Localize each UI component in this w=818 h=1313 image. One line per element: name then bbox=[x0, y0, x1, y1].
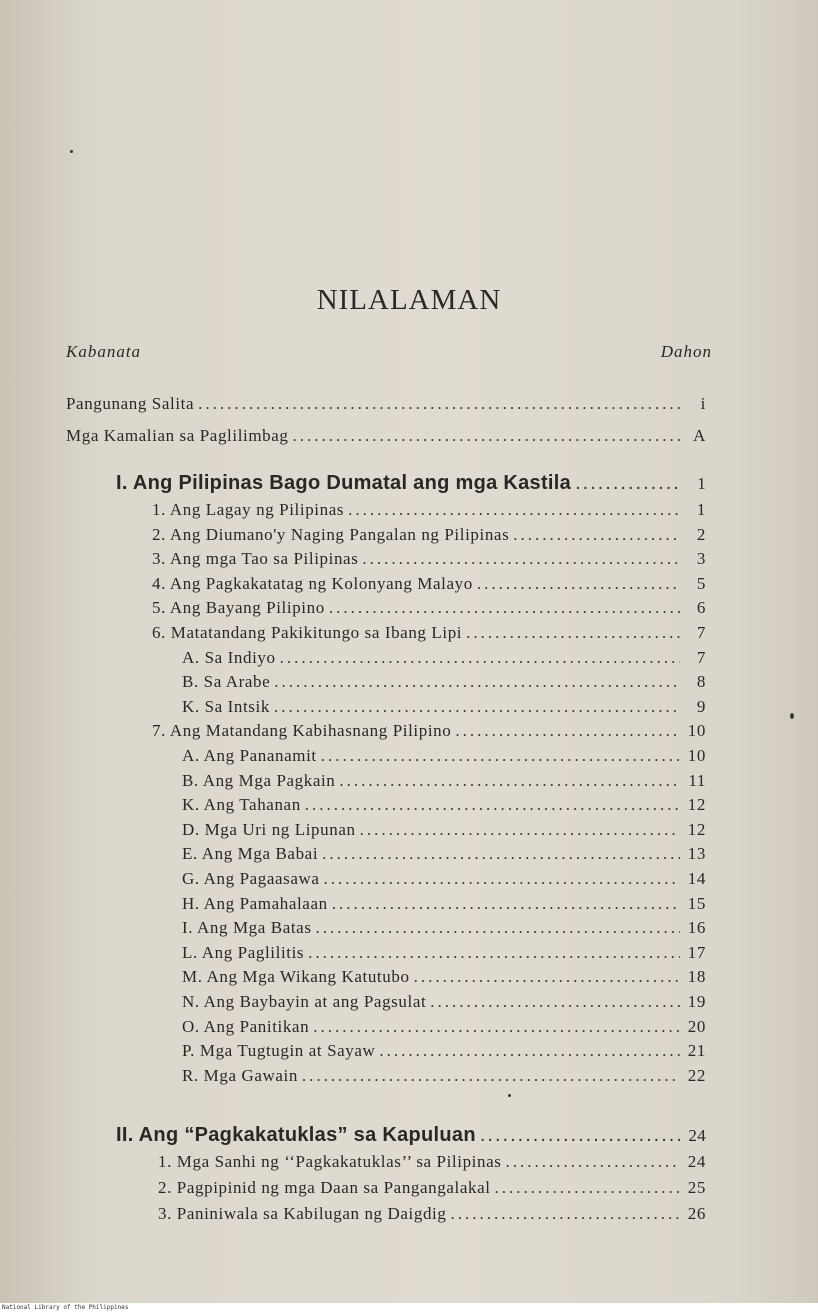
section-page-number: 3 bbox=[696, 549, 706, 569]
section-page-number: 7 bbox=[696, 623, 706, 642]
section-entry bbox=[152, 623, 706, 643]
section-label: N. Ang Baybayin at ang Pagsulat bbox=[182, 992, 427, 1011]
section-page-number: 20 bbox=[687, 1016, 706, 1036]
ink-speck bbox=[70, 150, 73, 153]
chapter-label: I. Ang Pilipinas Bago Dumatal ang mga Kastila bbox=[116, 472, 572, 494]
section-page-number: 18 bbox=[687, 967, 706, 987]
footer-credit: National Library of the Philippines bbox=[2, 1304, 129, 1311]
section-label: D. Mga Uri ng Lipunan bbox=[182, 819, 356, 839]
section-page-number: 22 bbox=[687, 1065, 706, 1085]
dot-leader bbox=[430, 992, 680, 1012]
page-title: NILALAMAN bbox=[316, 284, 502, 316]
section-label: 3. Ang mga Tao sa Pilipinas bbox=[152, 549, 359, 569]
dot-leader bbox=[450, 1204, 680, 1224]
front-matter-label: Mga Kamalian sa Paglilimbag bbox=[66, 426, 289, 445]
section-entry bbox=[152, 500, 706, 520]
section-entry bbox=[182, 820, 706, 840]
section-entry bbox=[158, 1204, 706, 1224]
dot-leader bbox=[308, 943, 680, 963]
section-entry bbox=[158, 1152, 706, 1172]
section-entry bbox=[182, 992, 706, 1012]
column-header-page: Dahon bbox=[660, 342, 712, 361]
section-label: P. Mga Tugtugin at Sayaw bbox=[182, 1041, 376, 1061]
dot-leader bbox=[466, 623, 680, 643]
section-entry bbox=[182, 869, 706, 889]
section-label: O. Ang Panitikan bbox=[182, 1016, 310, 1036]
section-label: 2. Ang Diumano'y Naging Pangalan ng Pilipinas bbox=[152, 524, 510, 544]
section-label: I. Ang Mga Batas bbox=[182, 918, 312, 938]
section-label: 1. Ang Lagay ng Pilipinas bbox=[152, 500, 345, 519]
section-entry bbox=[182, 894, 706, 914]
section-page-number: 17 bbox=[687, 942, 706, 962]
chapter-page-number: 1 bbox=[697, 474, 706, 493]
section-entry bbox=[152, 549, 706, 569]
dot-leader bbox=[324, 869, 680, 889]
dot-leader bbox=[477, 574, 680, 594]
section-page-number: 6 bbox=[696, 598, 706, 618]
section-label: A. Sa Indiyo bbox=[182, 647, 276, 667]
dot-leader bbox=[495, 1178, 680, 1198]
section-page-number: 13 bbox=[687, 844, 706, 864]
section-entry bbox=[152, 721, 706, 741]
dot-leader bbox=[321, 746, 680, 766]
section-page-number: 16 bbox=[687, 918, 706, 938]
section-entry bbox=[182, 697, 706, 717]
column-header-chapter: Kabanata bbox=[66, 342, 142, 361]
dot-leader bbox=[274, 672, 680, 692]
section-page-number: 11 bbox=[688, 770, 706, 790]
section-label: L. Ang Paglilitis bbox=[182, 942, 305, 962]
section-entry bbox=[182, 746, 706, 766]
section-entry bbox=[182, 795, 706, 815]
section-entry bbox=[182, 967, 706, 987]
dot-leader bbox=[348, 500, 680, 520]
section-entry bbox=[152, 598, 706, 618]
section-label: B. Sa Arabe bbox=[182, 672, 271, 692]
dot-leader bbox=[313, 1017, 680, 1037]
section-label: 4. Ang Pagkakatatag ng Kolonyang Malayo bbox=[152, 573, 473, 593]
section-page-number: 15 bbox=[687, 893, 706, 913]
dot-leader bbox=[329, 598, 680, 618]
dot-leader bbox=[505, 1152, 680, 1172]
dot-leader bbox=[362, 549, 680, 569]
section-entry bbox=[182, 943, 706, 963]
section-page-number: 12 bbox=[687, 819, 706, 839]
front-matter-entry bbox=[66, 394, 706, 414]
ink-speck bbox=[790, 713, 794, 719]
section-entry bbox=[182, 844, 706, 864]
front-matter-entry bbox=[66, 426, 706, 446]
section-page-number: 24 bbox=[687, 1152, 706, 1171]
dot-leader bbox=[198, 394, 680, 414]
dot-leader bbox=[280, 648, 680, 668]
chapter-page-number: 24 bbox=[688, 1126, 706, 1145]
section-label: 2. Pagpipinid ng mga Daan sa Pangangalakal bbox=[158, 1178, 491, 1197]
section-page-number: 21 bbox=[687, 1041, 706, 1061]
section-label: 5. Ang Bayang Pilipino bbox=[152, 598, 325, 618]
section-label: K. Ang Tahanan bbox=[182, 795, 301, 815]
section-label: H. Ang Pamahalaan bbox=[182, 893, 328, 913]
section-page-number: 10 bbox=[687, 746, 706, 765]
section-label: G. Ang Pagaasawa bbox=[182, 869, 320, 888]
front-matter-page-number: i bbox=[700, 394, 706, 413]
dot-leader bbox=[302, 1066, 680, 1086]
section-entry bbox=[152, 525, 706, 545]
section-entry bbox=[182, 1017, 706, 1037]
dot-leader bbox=[274, 697, 680, 717]
section-entry bbox=[182, 771, 706, 791]
section-page-number: 7 bbox=[696, 647, 706, 667]
section-entry bbox=[182, 918, 706, 938]
dot-leader bbox=[379, 1041, 680, 1061]
dot-leader bbox=[293, 426, 680, 446]
dot-leader bbox=[575, 472, 680, 495]
section-label: B. Ang Mga Pagkain bbox=[182, 770, 336, 790]
chapter-label: II. Ang “Pagkakatuklas” sa Kapuluan bbox=[116, 1124, 476, 1146]
section-page-number: 25 bbox=[687, 1178, 706, 1197]
dot-leader bbox=[480, 1124, 680, 1147]
section-label: 3. Paniniwala sa Kabilugan ng Daigdig bbox=[158, 1204, 447, 1223]
section-page-number: 9 bbox=[696, 696, 706, 716]
dot-leader bbox=[322, 844, 680, 864]
section-entry bbox=[152, 574, 706, 594]
ink-speck bbox=[508, 1094, 511, 1097]
section-page-number: 5 bbox=[696, 573, 706, 593]
section-page-number: 8 bbox=[696, 672, 706, 692]
section-label: M. Ang Mga Wikang Katutubo bbox=[182, 967, 410, 987]
section-entry bbox=[182, 1041, 706, 1061]
dot-leader bbox=[513, 525, 680, 545]
section-entry bbox=[182, 648, 706, 668]
section-page-number: 2 bbox=[696, 524, 706, 544]
section-page-number: 12 bbox=[687, 795, 706, 815]
front-matter-label: Pangunang Salita bbox=[66, 394, 195, 413]
section-label: 6. Matatandang Pakikitungo sa Ibang Lipi bbox=[152, 623, 463, 642]
chapter-entry bbox=[116, 472, 706, 495]
section-page-number: 10 bbox=[687, 721, 706, 741]
section-entry bbox=[182, 1066, 706, 1086]
section-page-number: 26 bbox=[687, 1204, 706, 1223]
dot-leader bbox=[332, 894, 680, 914]
section-entry bbox=[182, 672, 706, 692]
dot-leader bbox=[414, 967, 680, 987]
chapter-entry bbox=[116, 1124, 706, 1147]
section-page-number: 14 bbox=[687, 869, 706, 888]
section-page-number: 1 bbox=[696, 500, 706, 519]
dot-leader bbox=[316, 918, 680, 938]
front-matter-page-number: A bbox=[693, 426, 706, 445]
section-label: K. Sa Intsik bbox=[182, 696, 270, 716]
dot-leader bbox=[305, 795, 680, 815]
section-label: A. Ang Pananamit bbox=[182, 746, 317, 765]
dot-leader bbox=[455, 721, 680, 741]
section-label: 7. Ang Matandang Kabihasnang Pilipino bbox=[152, 721, 452, 741]
dot-leader bbox=[360, 820, 680, 840]
section-page-number: 19 bbox=[687, 992, 706, 1011]
section-label: 1. Mga Sanhi ng ‘‘Pagkakatuklas’’ sa Pilipinas bbox=[158, 1152, 502, 1171]
dot-leader bbox=[339, 771, 680, 791]
section-label: R. Mga Gawain bbox=[182, 1065, 298, 1085]
section-label: E. Ang Mga Babai bbox=[182, 844, 319, 864]
section-entry bbox=[158, 1178, 706, 1198]
